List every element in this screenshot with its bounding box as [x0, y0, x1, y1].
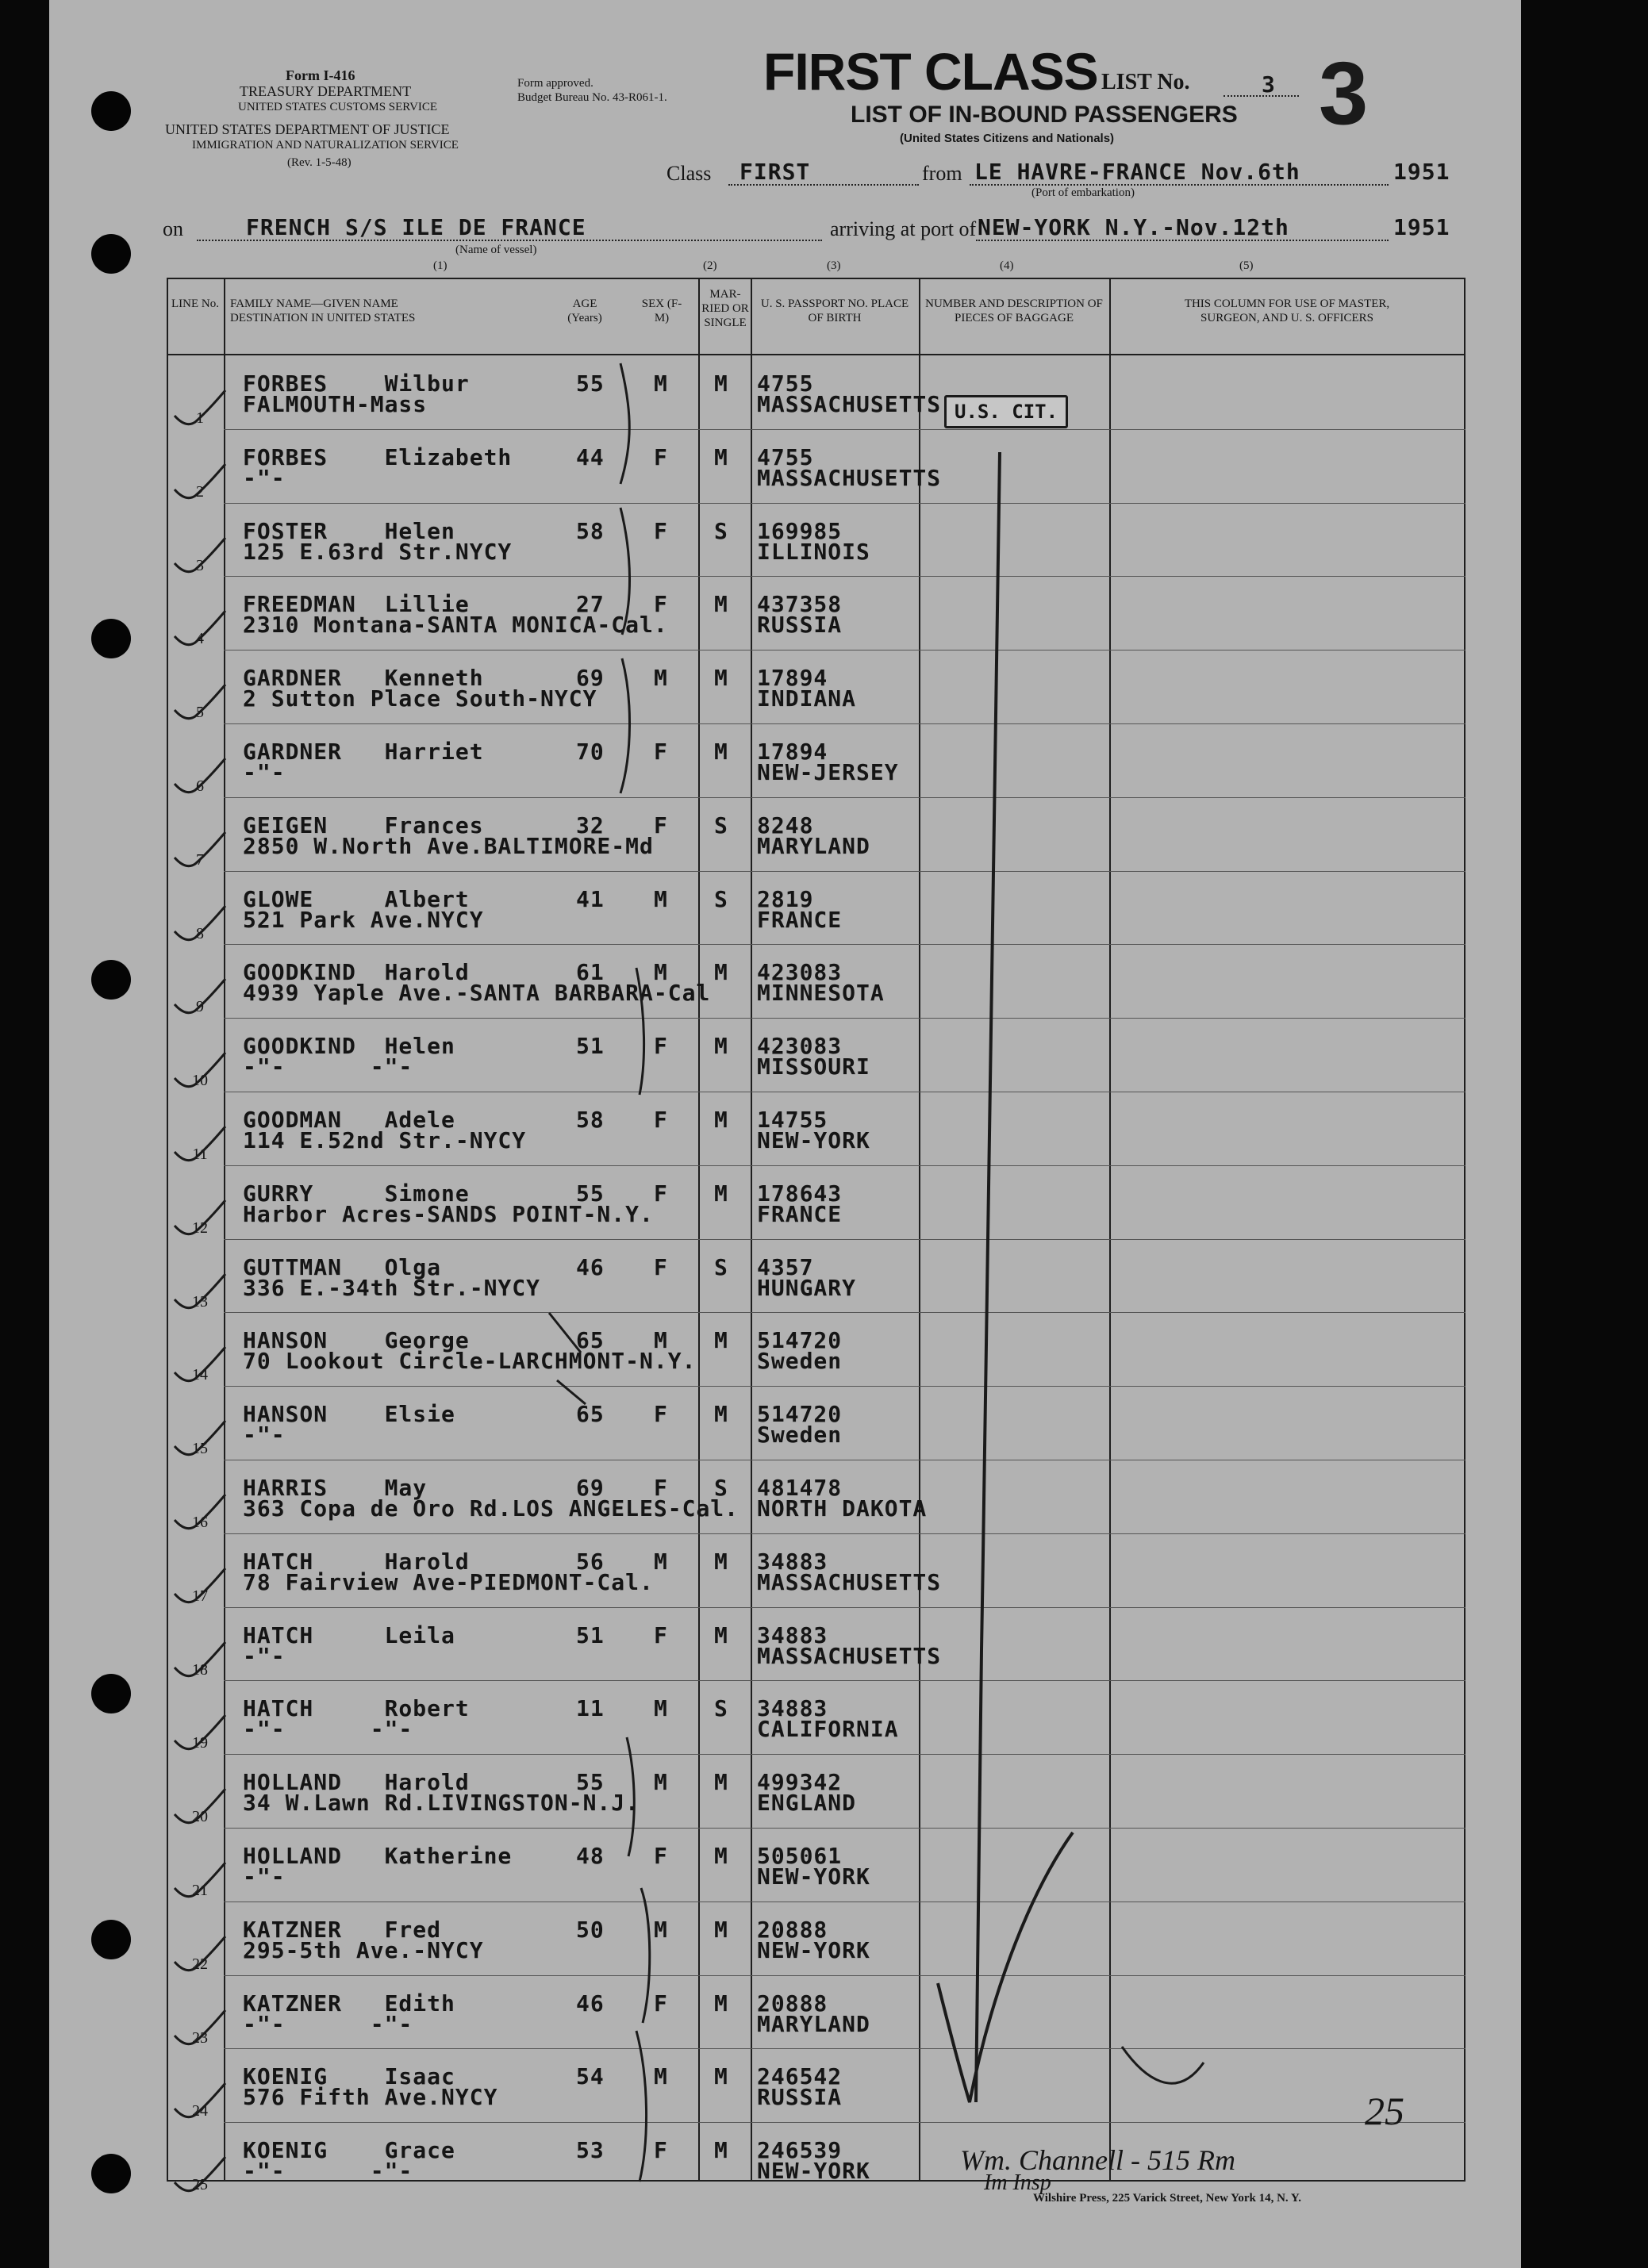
passenger-marital-status: M [714, 370, 728, 397]
passenger-birthplace: Sweden [757, 1348, 843, 1375]
passenger-destination: 4939 Yaple Ave.-SANTA BARBARA-Cal [243, 980, 711, 1007]
passenger-age: 41 [576, 885, 605, 912]
passenger-age: 65 [576, 1401, 605, 1428]
passenger-birthplace: FRANCE [757, 906, 843, 933]
row-line-number: 22 [192, 1955, 208, 1973]
passenger-destination: 78 Fairview Ave-PIEDMONT-Cal. [243, 1568, 654, 1595]
passenger-passport: 505061 [757, 1843, 843, 1869]
passenger-birthplace: INDIANA [757, 685, 857, 712]
colhead-sex: SEX (F-M) [641, 297, 682, 324]
printer-imprint: Wilshire Press, 225 Varick Street, New York 14, N. Y. [1033, 2192, 1302, 2205]
ins-service: IMMIGRATION AND NATURALIZATION SERVICE [192, 139, 459, 152]
passenger-marital-status: M [714, 1548, 728, 1575]
passenger-birthplace: NEW-YORK [757, 1936, 870, 1963]
passenger-destination: -"- [243, 759, 286, 785]
passenger-age: 11 [576, 1695, 605, 1722]
on-label: on [163, 217, 183, 240]
passenger-birthplace: MINNESOTA [757, 980, 885, 1007]
class-title: FIRST CLASS [763, 42, 1098, 101]
arriving-label: arriving at port of [830, 217, 977, 240]
passenger-name: HATCH Robert [243, 1695, 470, 1722]
passenger-age: 51 [576, 1621, 605, 1648]
colhead-line: LINE No. [171, 297, 219, 310]
passenger-destination: 2 Sutton Place South-NYCY [243, 685, 597, 712]
passenger-sex: M [654, 665, 668, 692]
passenger-marital-status: M [714, 1401, 728, 1428]
year-2: 1951 [1393, 214, 1450, 240]
colhead-officers: THIS COLUMN FOR USE OF MASTER, SURGEON, AND U. S. OFFICERS [1184, 297, 1390, 324]
passenger-age: 53 [576, 2137, 605, 2164]
passenger-destination: -"- -"- [243, 2158, 413, 2185]
passenger-passport: 499342 [757, 1769, 843, 1796]
treasury-dept: TREASURY DEPARTMENT [240, 83, 412, 99]
row-line-number: 8 [196, 924, 204, 942]
passenger-destination: 2850 W.North Ave.BALTIMORE-Md [243, 832, 654, 859]
passenger-age: 56 [576, 1548, 605, 1575]
form-number: Form I-416 [286, 67, 355, 83]
passenger-sex: M [654, 2063, 668, 2090]
passenger-marital-status: M [714, 739, 728, 765]
row-line-number: 1 [196, 409, 204, 427]
passenger-name: GUTTMAN Olga [243, 1253, 442, 1280]
passenger-name: HATCH Leila [243, 1621, 455, 1648]
passenger-age: 55 [576, 370, 605, 397]
passenger-passport: 423083 [757, 1033, 843, 1060]
passenger-age: 70 [576, 739, 605, 765]
vessel-name: FRENCH S/S ILE DE FRANCE [246, 214, 586, 240]
colnum-2: (2) [703, 259, 717, 272]
colnum-5: (5) [1239, 259, 1254, 272]
passenger-age: 54 [576, 2063, 605, 2090]
passenger-birthplace: ILLINOIS [757, 538, 870, 565]
justice-dept: UNITED STATES DEPARTMENT OF JUSTICE [165, 121, 450, 137]
list-subtitle-2: (United States Citizens and Nationals) [900, 132, 1115, 145]
row-line-number: 17 [192, 1587, 208, 1605]
passenger-name: GARDNER Harriet [243, 739, 484, 765]
customs-service: UNITED STATES CUSTOMS SERVICE [238, 101, 438, 113]
passenger-marital-status: M [714, 1990, 728, 2017]
port-caption: (Port of embarkation) [1031, 186, 1135, 199]
row-line-number: 25 [192, 2176, 208, 2194]
passenger-birthplace: NEW-YORK [757, 2158, 870, 2185]
passenger-name: GOODKIND Harold [243, 959, 470, 986]
passenger-birthplace: NEW-YORK [757, 1127, 870, 1153]
passenger-destination: 70 Lookout Circle-LARCHMONT-N.Y. [243, 1348, 697, 1375]
row-line-number: 6 [196, 777, 204, 795]
passenger-name: HATCH Harold [243, 1548, 470, 1575]
passenger-passport: 17894 [757, 739, 828, 765]
passenger-destination: 295-5th Ave.-NYCY [243, 1936, 484, 1963]
passenger-age: 46 [576, 1253, 605, 1280]
passenger-age: 58 [576, 517, 605, 544]
passenger-age: 55 [576, 1769, 605, 1796]
passenger-destination: 521 Park Ave.NYCY [243, 906, 484, 933]
passenger-destination: -"- [243, 1642, 286, 1669]
colhead-name: FAMILY NAME—GIVEN NAME DESTINATION IN UNITED STATES [230, 297, 416, 324]
passenger-name: KOENIG Isaac [243, 2063, 455, 2090]
passenger-sex: F [654, 1180, 668, 1207]
row-line-number: 12 [192, 1218, 208, 1237]
passenger-name: KOENIG Grace [243, 2137, 455, 2164]
passenger-passport: 14755 [757, 1107, 828, 1133]
passenger-passport: 514720 [757, 1327, 843, 1354]
page-mark: 3 [1319, 44, 1369, 143]
passenger-name: HANSON George [243, 1327, 470, 1354]
row-line-number: 10 [192, 1072, 208, 1090]
passenger-name: FREEDMAN Lillie [243, 591, 470, 618]
passenger-destination: 363 Copa de Oro Rd.LOS ANGELES-Cal. [243, 1495, 739, 1522]
passenger-passport: 8248 [757, 812, 814, 839]
passenger-passport: 169985 [757, 517, 843, 544]
form-approved: Form approved. [517, 77, 594, 90]
passenger-birthplace: MARYLAND [757, 2010, 870, 2037]
passenger-birthplace: CALIFORNIA [757, 1716, 899, 1743]
colhead-baggage: NUMBER AND DESCRIPTION OF PIECES OF BAGGAGE [925, 297, 1103, 324]
passenger-sex: F [654, 1475, 668, 1501]
passenger-passport: 4357 [757, 1253, 814, 1280]
inspector-title: Im Insp [984, 2170, 1051, 2195]
passenger-sex: M [654, 885, 668, 912]
passenger-name: KATZNER Fred [243, 1916, 442, 1943]
passenger-birthplace: NEW-JERSEY [757, 759, 899, 785]
passenger-birthplace: HUNGARY [757, 1274, 857, 1301]
from-label: from [922, 162, 962, 185]
passenger-destination: 114 E.52nd Str.-NYCY [243, 1127, 527, 1153]
passenger-marital-status: S [714, 517, 728, 544]
row-line-number: 20 [192, 1808, 208, 1826]
passenger-age: 61 [576, 959, 605, 986]
passenger-destination: -"- [243, 1422, 286, 1449]
row-line-number: 18 [192, 1660, 208, 1679]
passenger-birthplace: RUSSIA [757, 612, 843, 639]
passenger-destination: 576 Fifth Ave.NYCY [243, 2084, 498, 2111]
row-line-number: 4 [196, 630, 204, 648]
row-line-number: 13 [192, 1292, 208, 1311]
passenger-sex: M [654, 1916, 668, 1943]
list-subtitle: LIST OF IN-BOUND PASSENGERS [851, 102, 1238, 128]
passenger-name: KATZNER Edith [243, 1990, 455, 2017]
passenger-name: FORBES Elizabeth [243, 443, 513, 470]
passenger-age: 58 [576, 1107, 605, 1133]
passenger-marital-status: M [714, 1180, 728, 1207]
passenger-passport: 4755 [757, 370, 814, 397]
passenger-sex: F [654, 2137, 668, 2164]
passenger-passport: 423083 [757, 959, 843, 986]
passenger-destination: Harbor Acres-SANDS POINT-N.Y. [243, 1200, 654, 1227]
passenger-passport: 4755 [757, 443, 814, 470]
vessel-caption: (Name of vessel) [455, 244, 537, 256]
passenger-passport: 481478 [757, 1475, 843, 1501]
passenger-sex: F [654, 591, 668, 618]
passenger-sex: M [654, 959, 668, 986]
passenger-name: GOODKIND Helen [243, 1033, 455, 1060]
passenger-passport: 17894 [757, 665, 828, 692]
passenger-marital-status: M [714, 665, 728, 692]
passenger-age: 48 [576, 1843, 605, 1869]
row-line-number: 5 [196, 704, 204, 722]
passenger-marital-status: S [714, 1253, 728, 1280]
passenger-passport: 20888 [757, 1990, 828, 2017]
row-line-number: 9 [196, 998, 204, 1016]
passenger-sex: F [654, 1401, 668, 1428]
revision: (Rev. 1-5-48) [287, 156, 351, 169]
passenger-name: FOSTER Helen [243, 517, 455, 544]
passenger-birthplace: MASSACHUSETTS [757, 1568, 942, 1595]
passenger-age: 55 [576, 1180, 605, 1207]
passenger-marital-status: M [714, 1107, 728, 1133]
row-line-number: 16 [192, 1514, 208, 1531]
passenger-passport: 2819 [757, 885, 814, 912]
passenger-age: 69 [576, 1475, 605, 1501]
passenger-sex: M [654, 1769, 668, 1796]
arrival-port: NEW-YORK N.Y.-Nov.12th [978, 214, 1289, 240]
passenger-birthplace: MASSACHUSETTS [757, 464, 942, 491]
passenger-passport: 246542 [757, 2063, 843, 2090]
passenger-destination: 336 E.-34th Str.-NYCY [243, 1274, 541, 1301]
passenger-sex: F [654, 1253, 668, 1280]
passenger-birthplace: MASSACHUSETTS [757, 1642, 942, 1669]
passenger-birthplace: RUSSIA [757, 2084, 843, 2111]
passenger-birthplace: MISSOURI [757, 1053, 870, 1080]
corner-mark: 25 [1365, 2089, 1404, 2133]
row-line-number: 3 [196, 556, 204, 574]
passenger-name: GEIGEN Frances [243, 812, 484, 839]
passenger-sex: F [654, 812, 668, 839]
passenger-marital-status: M [714, 959, 728, 986]
passenger-sex: M [654, 1695, 668, 1722]
passenger-marital-status: M [714, 1769, 728, 1796]
passenger-name: GOODMAN Adele [243, 1107, 455, 1133]
passenger-name: HOLLAND Katherine [243, 1843, 513, 1869]
passenger-age: 65 [576, 1327, 605, 1354]
passenger-name: HANSON Elsie [243, 1401, 455, 1428]
manifest-sheet [49, 0, 1521, 2268]
passenger-marital-status: M [714, 1916, 728, 1943]
passenger-sex: F [654, 1843, 668, 1869]
passenger-age: 44 [576, 443, 605, 470]
passenger-passport: 34883 [757, 1695, 828, 1722]
passenger-destination: 34 W.Lawn Rd.LIVINGSTON-N.J. [243, 1790, 640, 1817]
passenger-passport: 34883 [757, 1548, 828, 1575]
passenger-sex: M [654, 370, 668, 397]
colnum-4: (4) [1000, 259, 1014, 272]
row-line-number: 23 [192, 2028, 208, 2047]
passenger-destination: -"- [243, 464, 286, 491]
passenger-sex: F [654, 517, 668, 544]
row-line-number: 21 [192, 1882, 208, 1899]
passenger-name: GARDNER Kenneth [243, 665, 484, 692]
passenger-birthplace: MASSACHUSETTS [757, 391, 942, 417]
passenger-name: HOLLAND Harold [243, 1769, 470, 1796]
passenger-passport: 246539 [757, 2137, 843, 2164]
colhead-married: MAR-RIED OR SINGLE [701, 288, 749, 329]
passenger-marital-status: M [714, 1033, 728, 1060]
budget-bureau: Budget Bureau No. 43-R061-1. [517, 91, 667, 104]
passenger-passport: 437358 [757, 591, 843, 618]
colhead-passport: U. S. PASSPORT NO. PLACE OF BIRTH [760, 297, 909, 324]
passenger-birthplace: MARYLAND [757, 832, 870, 859]
passenger-age: 27 [576, 591, 605, 618]
passenger-destination: -"- -"- [243, 2010, 413, 2037]
colhead-age: AGE (Years) [567, 297, 602, 324]
passenger-birthplace: ENGLAND [757, 1790, 857, 1817]
passenger-marital-status: M [714, 2137, 728, 2164]
handwritten-marks [49, 0, 1521, 2268]
row-line-number: 2 [196, 482, 204, 501]
passenger-marital-status: M [714, 591, 728, 618]
passenger-name: GLOWE Albert [243, 885, 470, 912]
passenger-sex: F [654, 443, 668, 470]
passenger-sex: F [654, 1033, 668, 1060]
passenger-marital-status: S [714, 885, 728, 912]
passenger-destination: 125 E.63rd Str.NYCY [243, 538, 513, 565]
passenger-marital-status: M [714, 2063, 728, 2090]
passenger-passport: 34883 [757, 1621, 828, 1648]
passenger-destination: -"- [243, 1863, 286, 1890]
passenger-birthplace: Sweden [757, 1422, 843, 1449]
passenger-birthplace: FRANCE [757, 1200, 843, 1227]
passenger-passport: 514720 [757, 1401, 843, 1428]
passenger-age: 69 [576, 665, 605, 692]
passenger-name: GURRY Simone [243, 1180, 470, 1207]
passenger-name: FORBES Wilbur [243, 370, 470, 397]
passenger-marital-status: S [714, 812, 728, 839]
passenger-age: 32 [576, 812, 605, 839]
colnum-1: (1) [433, 259, 448, 272]
passenger-birthplace: NORTH DAKOTA [757, 1495, 928, 1522]
passenger-sex: F [654, 1107, 668, 1133]
passenger-marital-status: M [714, 1843, 728, 1869]
passenger-sex: F [654, 1621, 668, 1648]
row-line-number: 11 [192, 1146, 208, 1163]
passenger-age: 50 [576, 1916, 605, 1943]
passenger-destination: -"- -"- [243, 1053, 413, 1080]
passenger-marital-status: S [714, 1475, 728, 1501]
passenger-age: 51 [576, 1033, 605, 1060]
inspector-signature: Wm. Channell - 515 Rm [960, 2144, 1235, 2176]
list-value: 3 [1262, 71, 1276, 98]
passenger-name: HARRIS May [243, 1475, 428, 1501]
passenger-marital-status: S [714, 1695, 728, 1722]
passenger-birthplace: NEW-YORK [757, 1863, 870, 1890]
class-value: FIRST [739, 159, 811, 185]
passenger-passport: 178643 [757, 1180, 843, 1207]
passenger-marital-status: M [714, 1327, 728, 1354]
row-line-number: 19 [192, 1734, 208, 1752]
us-citizen-stamp: U.S. CIT. [944, 395, 1068, 428]
from-value: LE HAVRE-FRANCE Nov.6th [974, 159, 1300, 185]
row-line-number: 15 [192, 1440, 208, 1458]
passenger-marital-status: M [714, 1621, 728, 1648]
passenger-sex: M [654, 1327, 668, 1354]
passenger-destination: FALMOUTH-Mass [243, 391, 428, 417]
row-line-number: 7 [196, 850, 204, 869]
list-label: LIST No. [1101, 70, 1190, 94]
colnum-3: (3) [827, 259, 841, 272]
passenger-age: 46 [576, 1990, 605, 2017]
passenger-sex: M [654, 1548, 668, 1575]
passenger-destination: -"- -"- [243, 1716, 413, 1743]
class-label: Class [666, 162, 712, 185]
year-1: 1951 [1393, 159, 1450, 185]
passenger-destination: 2310 Montana-SANTA MONICA-Cal. [243, 612, 668, 639]
passenger-sex: F [654, 739, 668, 765]
row-line-number: 24 [192, 2102, 208, 2120]
passenger-sex: F [654, 1990, 668, 2017]
row-line-number: 14 [192, 1366, 208, 1384]
passenger-passport: 20888 [757, 1916, 828, 1943]
passenger-marital-status: M [714, 443, 728, 470]
